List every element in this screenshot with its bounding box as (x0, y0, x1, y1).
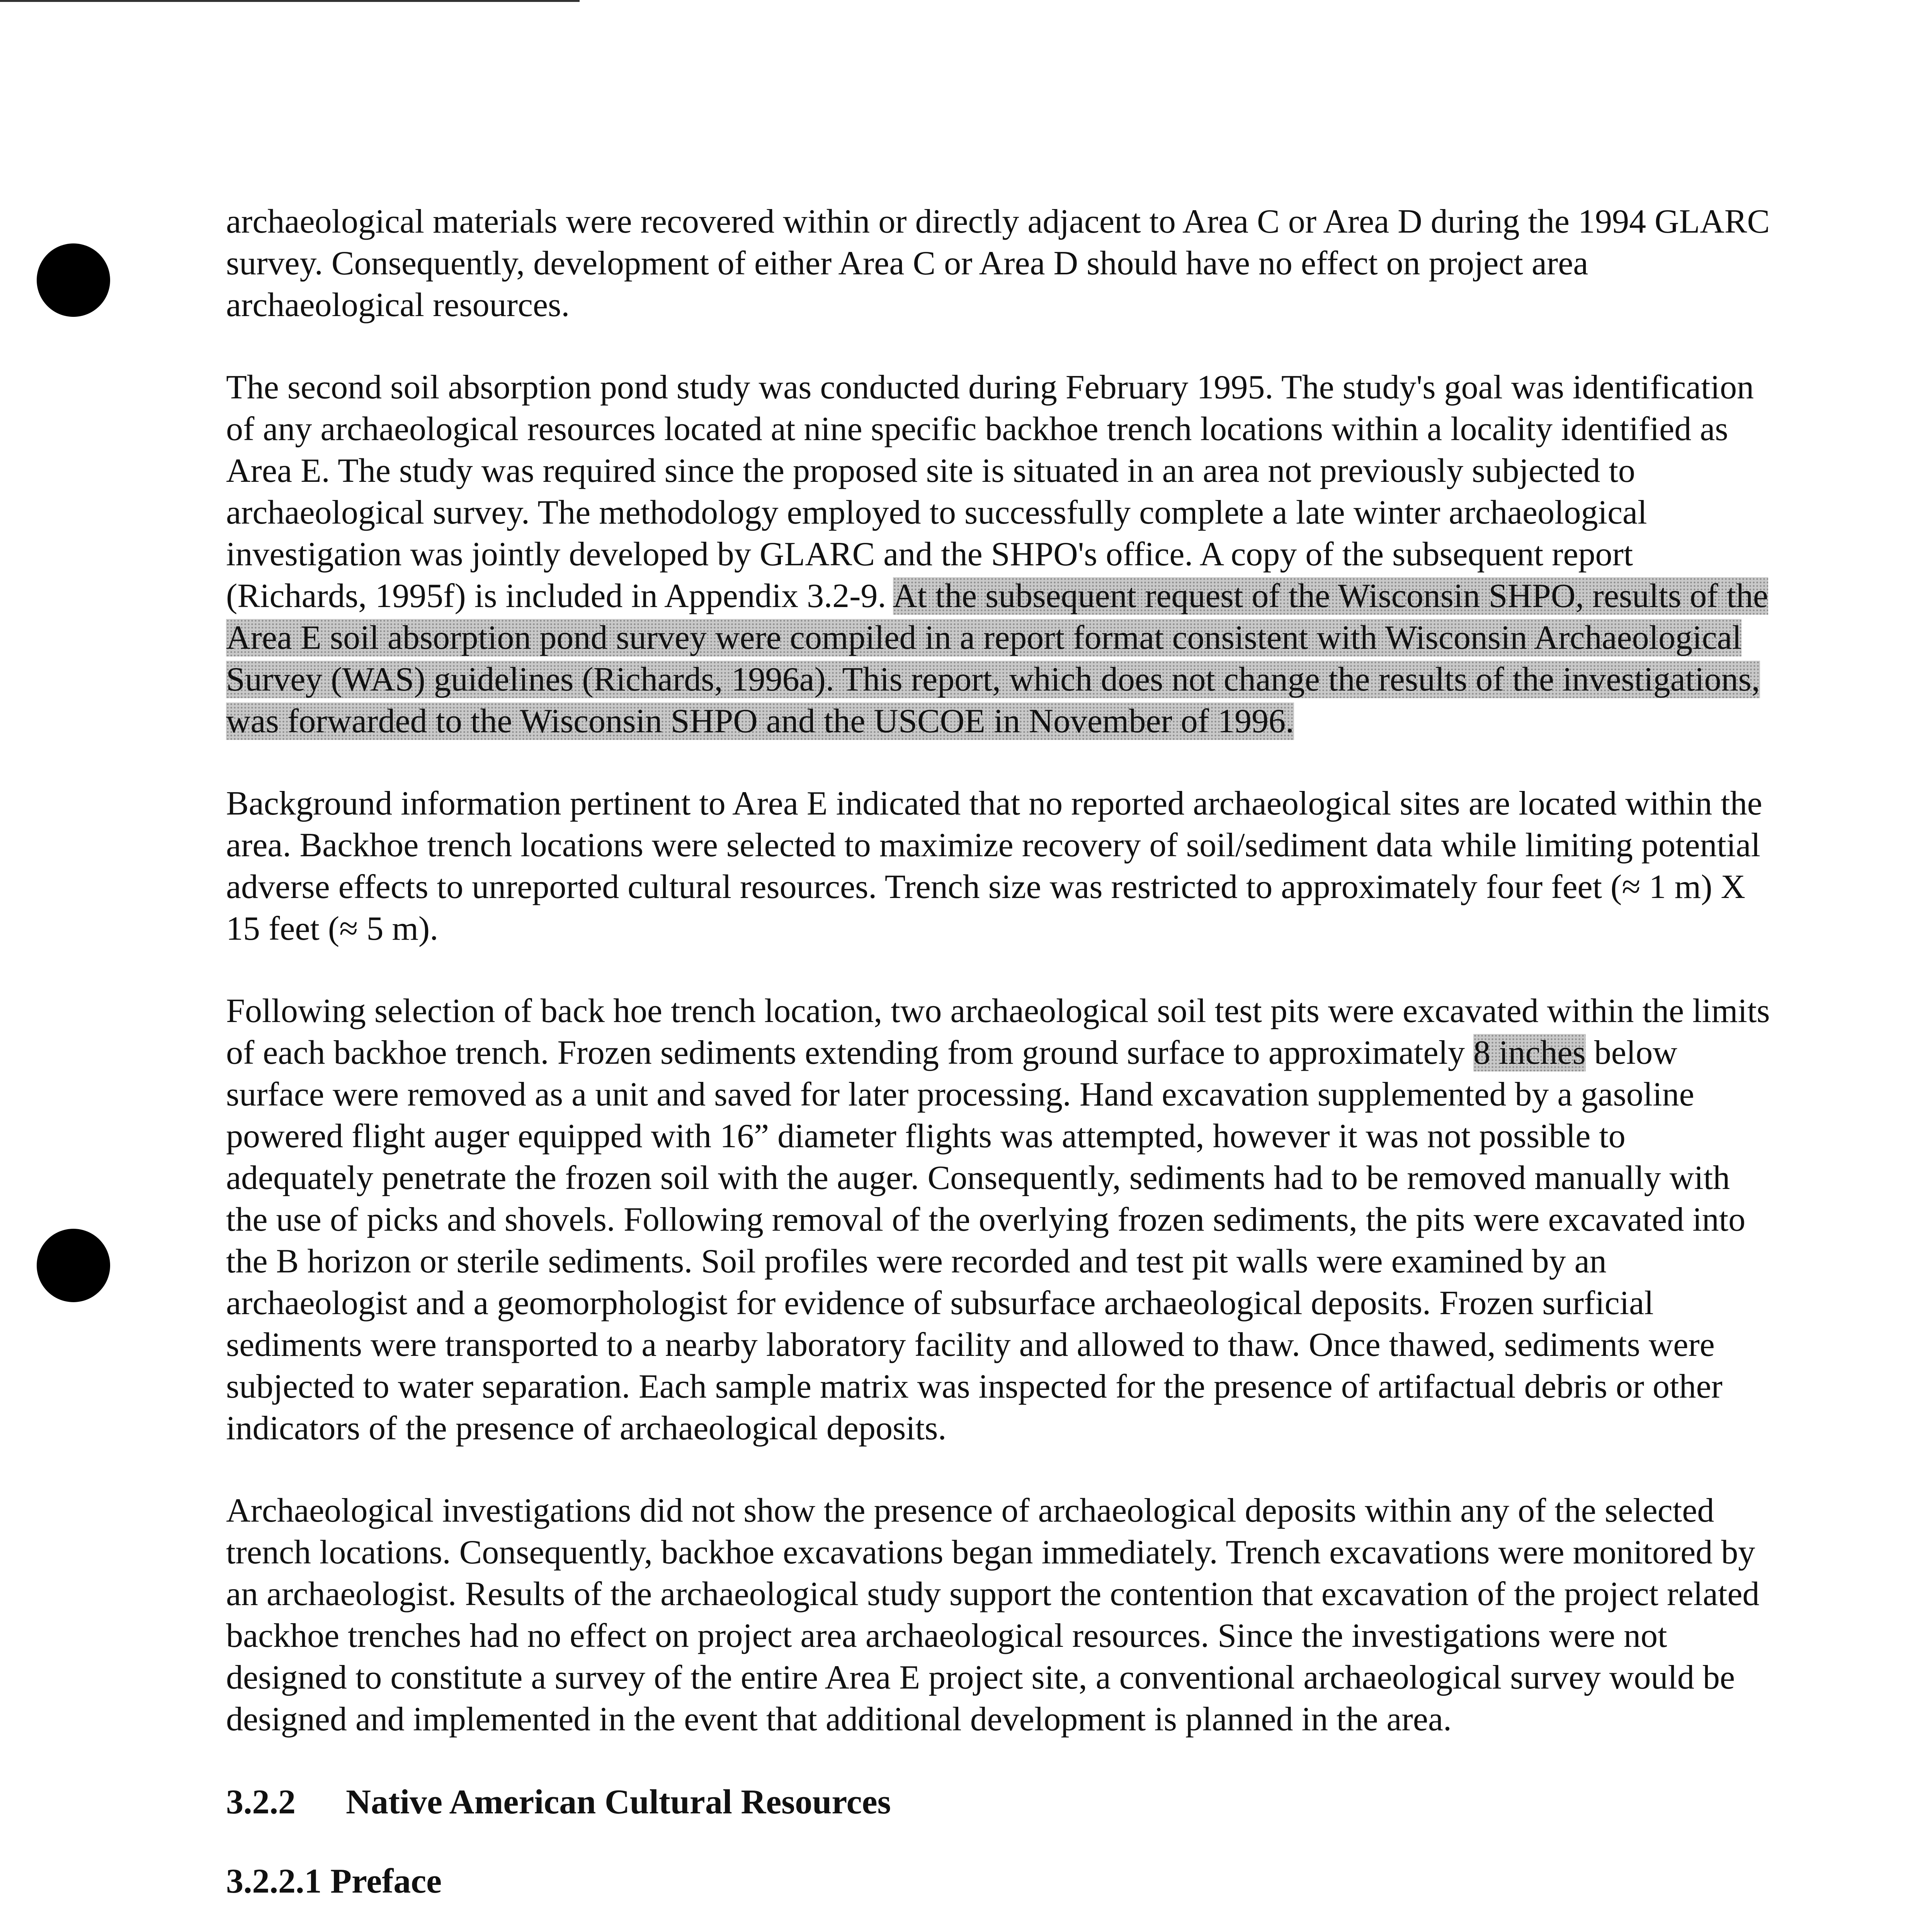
paragraph-results (226, 1490, 1772, 1740)
paragraph-area-c-d (226, 201, 1772, 326)
paragraph-text: Following selection of back hoe trench location, two archaeological soil test pits were excavated within the limits of each backhoe trench. Frozen sediments extending from ground surface to approximately (226, 992, 1770, 1071)
section-heading-3-2-2 (226, 1781, 1772, 1823)
binder-hole-top (37, 243, 110, 317)
top-edge-rule (0, 0, 580, 2)
highlighted-revision-text: 8 inches (1473, 1034, 1586, 1071)
paragraph-second-study (226, 367, 1772, 742)
section-title: Preface (330, 1862, 442, 1900)
section-title: Native American Cultural Resources (346, 1783, 891, 1821)
paragraph-test-pits (226, 990, 1772, 1449)
section-number: 3.2.2 (226, 1783, 296, 1821)
binder-hole-middle (37, 1229, 110, 1302)
highlighted-revision-text: At the subsequent request of the Wisconsin SHPO, results of the Area E soil absorption pond survey were compiled in a report format consistent with Wisconsin Archaeological Survey (WAS) guidelines (Richards, 1996a). This report, which does not change the results of the investigations, was forwarded to the Wisconsin SHPO and the USCOE in November of 1996. (226, 577, 1768, 740)
section-heading-3-2-2-1 (226, 1860, 1772, 1903)
section-number: 3.2.2.1 (226, 1862, 322, 1900)
paragraph-background-area-e (226, 783, 1772, 950)
paragraph-text: archaeological materials were recovered within or directly adjacent to Area C or Area D during the 1994 GLARC survey. Consequently, development of either Area C or Area D should have no effect on project area archaeological resources. (226, 203, 1770, 324)
paragraph-text: Archaeological investigations did not show the presence of archaeological deposits within any of the selected trench locations. Consequently, backhoe excavations began immediately. Trench excavations were monitored by an archaeologist. Results of the archaeological study support the contention that excavation of the project related backhoe trenches had no effect on project area archaeological resources. Since the investigations were not designed to constitute a survey of the entire Area E project site, a conventional archaeological survey would be designed and implemented in the event that additional development is planned in the area. (226, 1492, 1760, 1738)
page-body (226, 201, 1772, 1932)
paragraph-text: The second soil absorption pond study was conducted during February 1995. The study's goal was identification of any archaeological resources located at nine specific backhoe trench locations within a locality identified as Area E. The study was required since the proposed site is situated in an area not previously subjected to archaeological survey. The methodology employed to successfully complete a late winter archaeological investigation was jointly developed by GLARC and the SHPO's office. A copy of the subsequent report (Richards, 1995f) is included in Appendix 3.2-9. (226, 369, 1754, 615)
paragraph-text: below surface were removed as a unit and saved for later processing. Hand excavation supplemented by a gasoline powered flight auger equipped with 16” diameter flights was attempted, however it was not possible to adequately penetrate the frozen soil with the auger. Consequently, sediments had to be removed manually with the use of picks and shovels. Following removal of the overlying frozen sediments, the pits were excavated into the B horizon or sterile sediments. Soil profiles were recorded and test pit walls were examined by an archaeologist and a geomorphologist for evidence of subsurface archaeological deposits. Frozen surficial sediments were transported to a nearby laboratory facility and allowed to thaw. Once thawed, sediments were subjected to water separation. Each sample matrix was inspected for the presence of artifactual debris or other indicators of the presence of archaeological deposits. (226, 1034, 1746, 1447)
paragraph-text: Background information pertinent to Area E indicated that no reported archaeological sites are located within the area. Backhoe trench locations were selected to maximize recovery of soil/sediment data while limiting potential adverse effects to unreported cultural resources. Trench size was restricted to approximately four feet (≈ 1 m) X 15 feet (≈ 5 m). (226, 785, 1762, 947)
